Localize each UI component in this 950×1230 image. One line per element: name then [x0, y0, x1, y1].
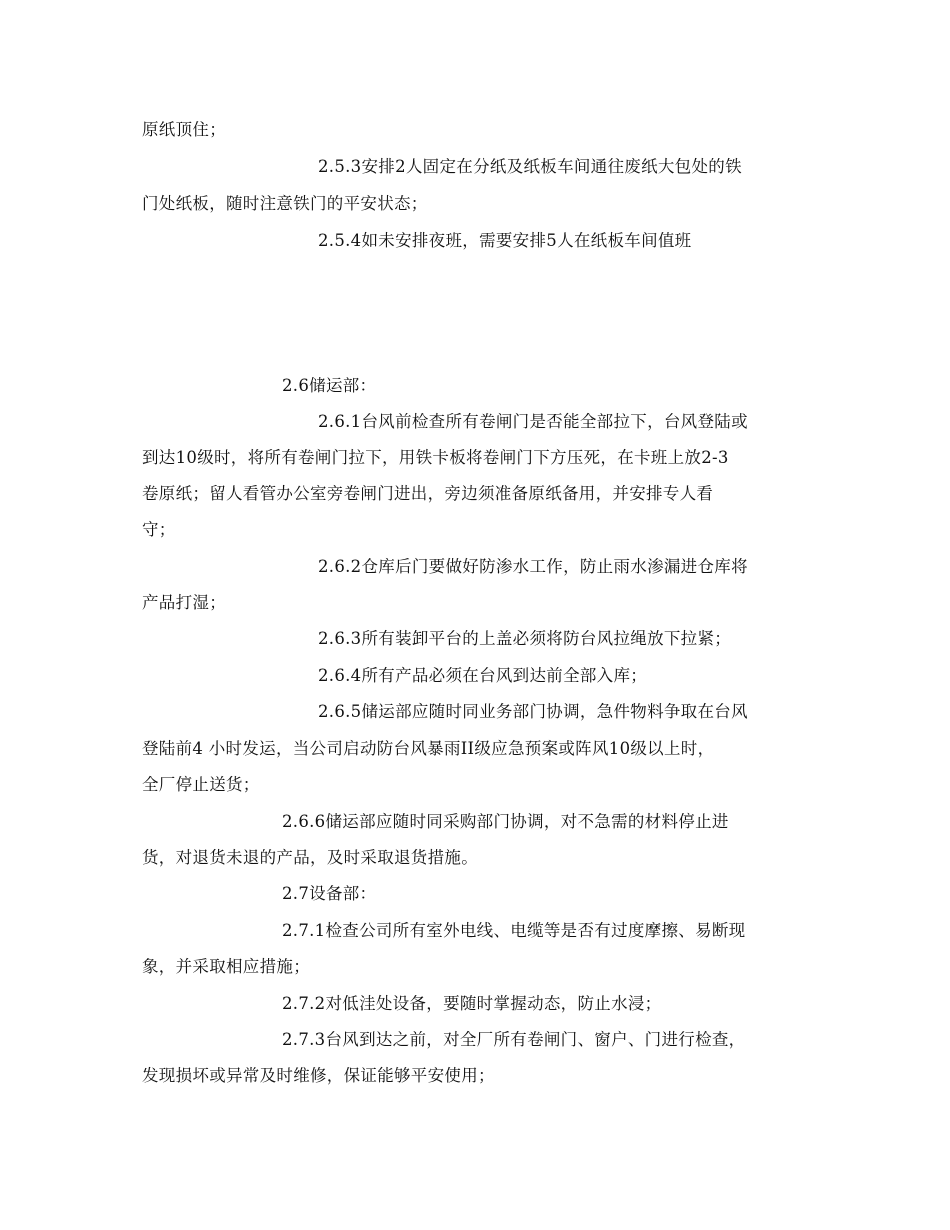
text-line: 象，并采取相应措施； — [142, 957, 310, 976]
text-line: 2.6.3所有装卸平台的上盖必须将防台风拉绳放下拉紧； — [318, 629, 732, 648]
text-line: 卷原纸；留人看管办公室旁卷闸门进出，旁边须准备原纸备用，并安排专人看 — [142, 484, 714, 503]
text-line: 登陆前4 小时发运，当公司启动防台风暴雨II级应急预案或阵风10级以上时， — [142, 739, 715, 758]
text-line: 产品打湿； — [142, 593, 226, 612]
text-line: 2.6.5储运部应随时同业务部门协调，急件物料争取在台风 — [318, 702, 748, 721]
text-line: 2.6.2仓库后门要做好防渗水工作，防止雨水渗漏进仓库将 — [318, 557, 748, 576]
text-line: 2.7.1检查公司所有室外电线、电缆等是否有过度摩擦、易断现 — [282, 921, 746, 940]
text-line: 全厂停止送货； — [142, 775, 260, 794]
text-line: 发现损坏或异常及时维修，保证能够平安使用； — [142, 1066, 495, 1085]
text-line: 货，对退货未退的产品，及时采取退货措施。 — [142, 848, 478, 867]
text-line: 2.5.4如未安排夜班，需要安排5人在纸板车间值班 — [318, 231, 692, 250]
text-line: 2.6.4所有产品必须在台风到达前全部入库； — [318, 666, 648, 685]
text-line: 门处纸板，随时注意铁门的平安状态； — [142, 194, 428, 213]
text-line: 到达10级时，将所有卷闸门拉下，用铁卡板将卷闸门下方压死，在卡班上放2-3 — [142, 448, 729, 467]
text-line: 2.5.3安排2人固定在分纸及纸板车间通往废纸大包处的铁 — [318, 157, 742, 176]
text-line: 2.6.1台风前检查所有卷闸门是否能全部拉下，台风登陆或 — [318, 412, 748, 431]
text-line: 守； — [142, 520, 176, 539]
text-line: 2.7.3台风到达之前，对全厂所有卷闸门、窗户、门进行检查， — [282, 1030, 746, 1049]
text-line: 2.6.6储运部应随时同采购部门协调，对不急需的材料停止进 — [282, 812, 729, 831]
section-heading: 2.6储运部： — [282, 376, 377, 395]
text-line: 原纸顶住； — [142, 120, 226, 139]
section-heading: 2.7设备部： — [282, 884, 377, 903]
text-line: 2.7.2对低洼处设备，要随时掌握动态，防止水浸； — [282, 994, 662, 1013]
